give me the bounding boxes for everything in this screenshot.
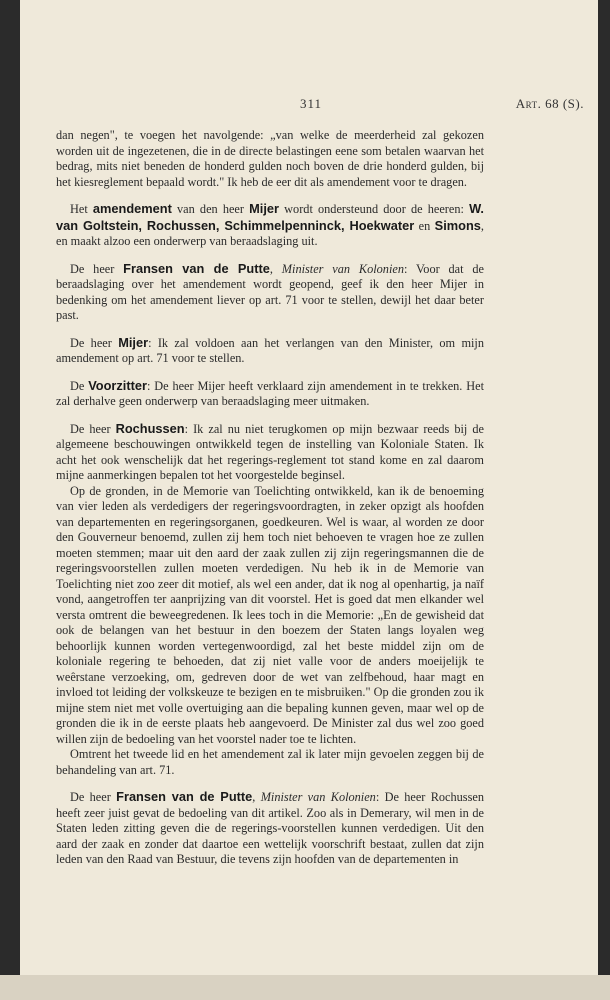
running-header [60,96,584,114]
page-number: 311 [300,96,323,111]
paragraph-2: Het amendement van den heer Mijer wordt ondersteund door de heeren: W. van Goltstein, Rochussen, Schimmelpenninck, Hoekwater en Simons, en maakt alzoo een onderwerp van beraadslaging uit. [56,201,484,248]
page-body [56,128,484,868]
page-bottom-edge [0,975,610,1000]
paragraph-8: Omtrent het tweede lid en het amendement zal ik later mijn gevoelen zeggen bij de behandeling van art. 71. [56,747,484,777]
paragraph-3: De heer Fransen van de Putte, Minister van Kolonien: Voor dat de beraadslaging over het amendement wordt geopend, geef ik den heer Mijer in bedenking om het amendement liever op art. 71 voor te stellen, dewijl het daar beter past. [56,260,484,322]
paragraph-7: Op de gronden, in de Memorie van Toelichting ontwikkeld, kan ik de benoeming van vier leden als verdedigers der regeringsvoordragten, in zeker opzigt als hoofden van departementen en regeringsorganen, goedkeuren. Wel is waar, al worden ze door den Gouverneur benoemd, zullen zij hem toch niet behoeven te vragen hoe ze zullen moeten stemmen; maar uit den aard der zaak zullen zij zijn regeringsmannen die de regeringsvoorstellen zullen moeten verdedigen. Nu heb ik in de Memorie van Toelichting niet zoo zeer dit motief, als wel een ander, dat ik nog al openhartig, ja naïf vond, aangetroffen ter aanprijzing van dit voorstel. Het is goed dat men elkander wel versta omtrent die beweegredenen. Ik lees toch in die Memorie: „En de gewisheid dat ook de belangen van het bestuur in den boezem der Staten langs loyalen weg behoorlijk kunnen worden vertegenwoordigd, zal het beste middel zijn om de koloniale regering te behoeden, dat zij niet valle voor de anders moeijelijk te weêrstane verzoeking, om, gedreven door de wet van zelfbehoud, haar magt en invloed tot leiding der volkskeuze te bezigen en te misbruiken." Op die gronden zou ik mijne stem niet met volle overtuiging aan die bepaling kunnen geven, maar wel op de gronden die ik in de eerste plaats heb aangevoerd. De Minister zal dus wel zoo goed willen zijn de bedoeling van het voorstel nader toe te lichten. [56,483,484,746]
paragraph-4: De heer Mijer: Ik zal voldoen aan het verlangen van den Minister, om mijn amendement op art. 71 voor te stellen. [56,334,484,365]
paragraph-1: dan negen", te voegen het navolgende: „van welke de meerderheid zal gekozen worden uit de ingezetenen, die in de directe belastingen eene som betalen waarvan het bedrag, mits niet beneden de honderd gulden noch boven de drie honderd gulden, bij het kiesreglement bepaald wordt." Ik heb de eer dit als amendement voor te dragen. [56,128,484,189]
book-page [20,0,598,975]
paragraph-5: De Voorzitter: De heer Mijer heeft verklaard zijn amendement in te trekken. Het zal derhalve geen onderwerp van beraadslaging meer uitmaken. [56,377,484,408]
article-reference: Art. 68 (S). [515,96,584,111]
paragraph-9: De heer Fransen van de Putte, Minister van Kolonien: De heer Rochussen heeft zeer juist gevat de bedoeling van dit artikel. Zoo als in Demerary, wil men in de Staten leden zitting geven die de regerings-voorstellen kunnen verdedigen. Uit den aard der zaak en zonder dat daartoe een wettelijk voorschrift bestaat, zullen dat zijn leden van den Raad van Bestuur, die tevens zijn hoofden van de departementen in [56,789,484,866]
paragraph-6: De heer Rochussen: Ik zal nu niet terugkomen op mijn bezwaar reeds bij de algemeene beschouwingen ontwikkeld tegen de instelling van Koloniale Staten. Ik acht het ook wenschelijk dat het regerings-reglement tot stand kome en zal daarom mijne aanmerkingen bepalen tot het voorgestelde beginsel. [56,420,484,482]
